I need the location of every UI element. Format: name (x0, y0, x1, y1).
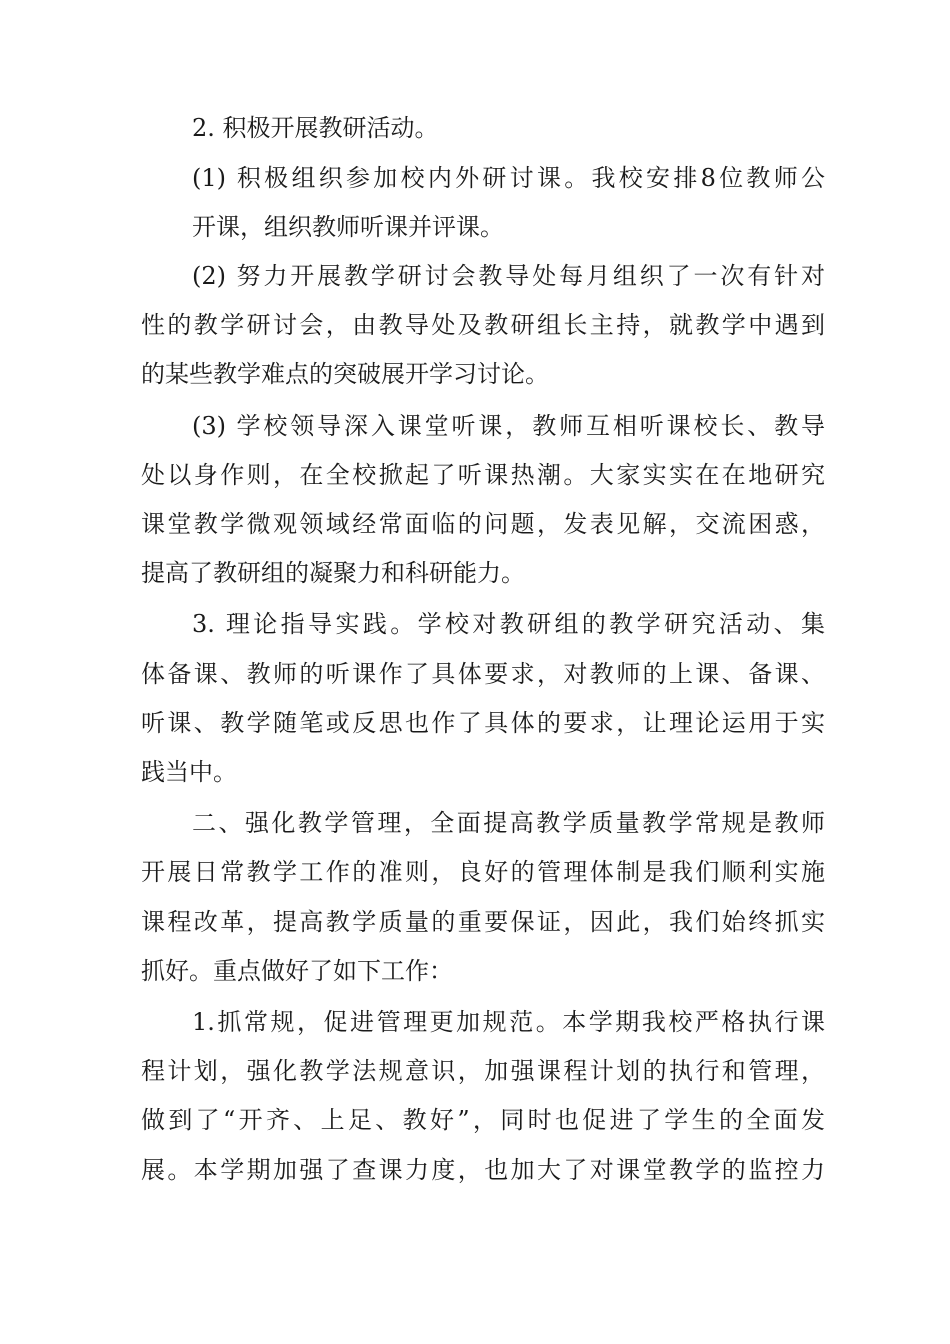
item-3-sub-line-1: (3) 学校领导深入课堂听课，教师互相听课校长、教导 (192, 412, 825, 440)
item-2-sub-line-2: 性的教学研讨会，由教导处及教研组长主持，就教学中遇到 (141, 311, 825, 339)
section-2-line-1: 二、强化教学管理，全面提高教学质量教学常规是教师 (192, 809, 825, 837)
section-2-line-4: 抓好。重点做好了如下工作： (141, 957, 453, 985)
item-2-sub-line-1: (2) 努力开展教学研讨会教导处每月组织了一次有针对 (192, 262, 825, 290)
item-1-line-2: 开课，组织教师听课并评课。 (192, 213, 504, 241)
item-3-sub-line-3: 课堂教学微观领域经常面临的问题，发表见解，交流困惑， (141, 510, 825, 538)
item-2-heading: 2. 积极开展教研活动。 (192, 114, 439, 142)
point-1-line-4: 展。本学期加强了查课力度，也加大了对课堂教学的监控力 (141, 1156, 825, 1184)
item-3-sub-line-4: 提高了教研组的凝聚力和科研能力。 (141, 559, 525, 587)
item-2-sub-line-3: 的某些教学难点的突破展开学习讨论。 (141, 360, 549, 388)
item-1-line-1: (1) 积极组织参加校内外研讨课。我校安排8位教师公 (192, 164, 825, 192)
section-2-line-3: 课程改革，提高教学质量的重要保证，因此，我们始终抓实 (141, 908, 825, 936)
item-3-line-3: 听课、教学随笔或反思也作了具体的要求，让理论运用于实 (141, 709, 825, 737)
item-3-line-4: 践当中。 (141, 758, 237, 786)
item-3-line-1: 3. 理论指导实践。学校对教研组的教学研究活动、集 (192, 610, 825, 638)
point-1-line-2: 程计划，强化教学法规意识，加强课程计划的执行和管理， (141, 1057, 825, 1085)
item-3-line-2: 体备课、教师的听课作了具体要求，对教师的上课、备课、 (141, 660, 825, 688)
section-2-line-2: 开展日常教学工作的准则，良好的管理体制是我们顺利实施 (141, 858, 825, 886)
point-1-line-1: 1.抓常规，促进管理更加规范。本学期我校严格执行课 (192, 1008, 825, 1036)
item-3-sub-line-2: 处以身作则，在全校掀起了听课热潮。大家实实在在地研究 (141, 461, 825, 489)
point-1-line-3: 做到了“开齐、上足、教好”，同时也促进了学生的全面发 (141, 1106, 825, 1134)
